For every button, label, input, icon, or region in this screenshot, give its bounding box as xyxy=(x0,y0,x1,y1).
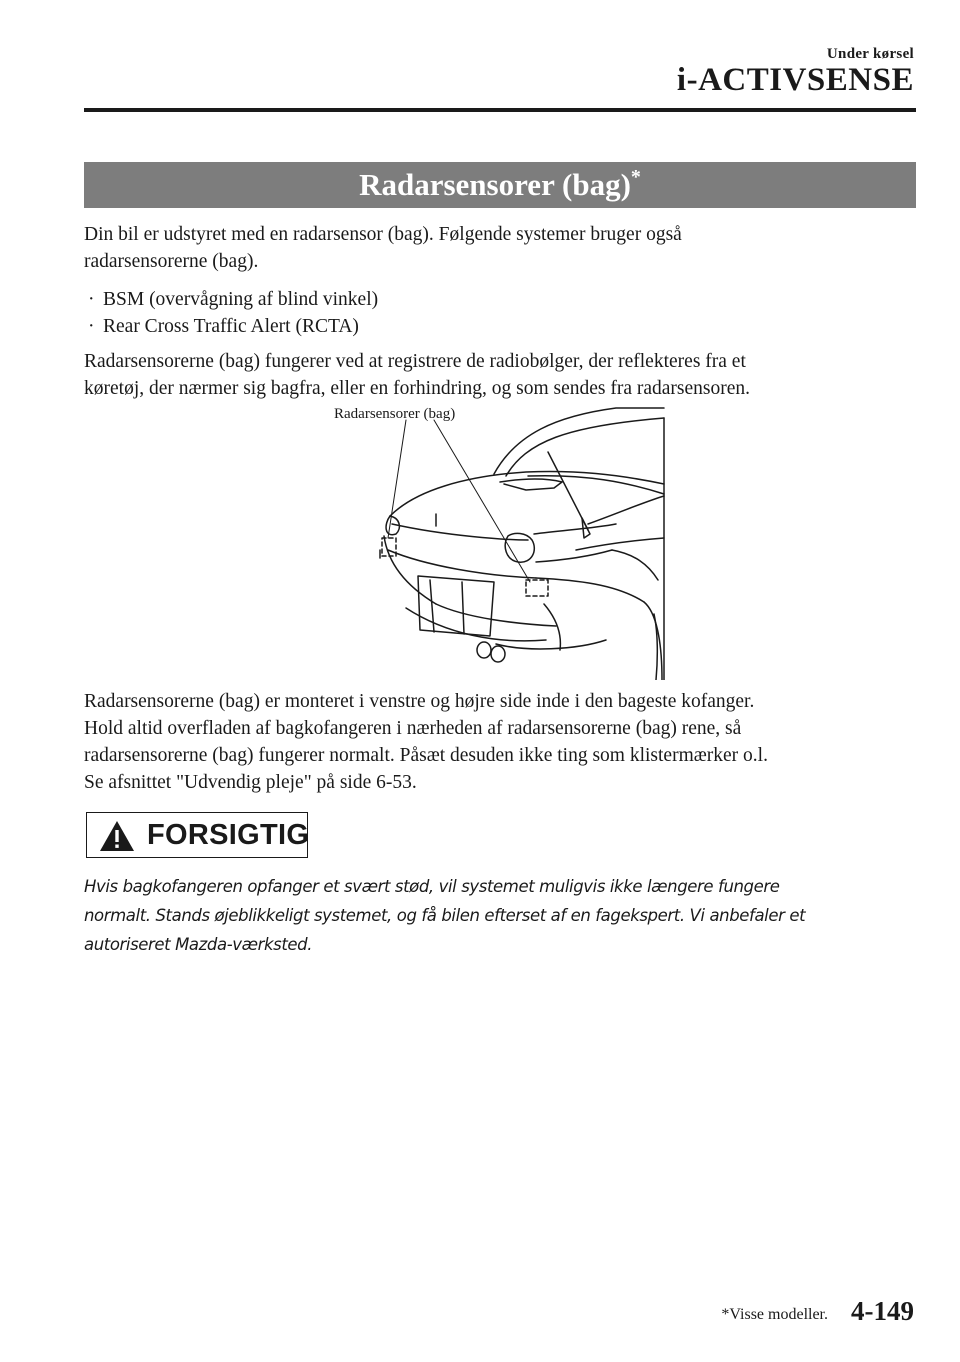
function-paragraph xyxy=(84,348,924,402)
intro-line: radarsensorerne (bag). xyxy=(84,251,259,272)
section-heading-banner xyxy=(84,162,916,208)
intro-line: Din bil er udstyret med en radarsensor (bag). Følgende systemer bruger også xyxy=(84,224,682,245)
page-number: 4-149 xyxy=(851,1296,914,1326)
section-title: Under kørsel xyxy=(826,46,914,62)
list-item xyxy=(88,286,378,313)
caution-line: autoriseret Mazda-værksted. xyxy=(84,935,313,954)
caution-line: normalt. Stands øjeblikkeligt systemet, og få bilen efterset af en fagekspert. Vi anbefaler et xyxy=(84,906,806,925)
function-line: køretøj, der nærmer sig bagfra, eller en forhindring, og som sendes fra radarsensoren. xyxy=(84,378,751,399)
header-rule xyxy=(84,108,916,112)
bullet-icon: · xyxy=(88,316,95,337)
caution-line: Hvis bagkofangeren opfanger et svært stød, vil systemet muligvis ikke længere fungere xyxy=(84,877,780,896)
function-line: Radarsensorerne (bag) fungerer ved at registrere de radiobølger, der reflekteres fra et xyxy=(84,351,746,372)
location-line: radarsensorerne (bag) fungerer normalt. Påsæt desuden ikke ting som klistermærker o.l. xyxy=(84,745,768,766)
list-item xyxy=(88,313,359,340)
warning-icon xyxy=(99,820,135,852)
right-radar-sensor-marker xyxy=(526,580,548,596)
chapter-title: i-ACTIVSENSE xyxy=(676,62,914,98)
location-paragraph xyxy=(84,688,924,796)
rear-radar-sensor-figure xyxy=(334,404,666,680)
list-item-text: Rear Cross Traffic Alert (RCTA) xyxy=(103,316,359,337)
caution-box xyxy=(86,812,308,858)
caution-label: FORSIGTIG xyxy=(147,819,310,851)
location-line: Hold altid overfladen af bagkofangeren i nærheden af radarsensorerne (bag) rene, så xyxy=(84,718,742,739)
location-line: Se afsnittet "Udvendig pleje" på side 6-53. xyxy=(84,772,417,793)
bullet-icon: · xyxy=(88,289,95,310)
intro-paragraph xyxy=(84,221,924,275)
caution-text xyxy=(84,872,934,959)
section-heading: Radarsensorer (bag) xyxy=(359,167,631,202)
list-item-text: BSM (overvågning af blind vinkel) xyxy=(103,289,379,310)
car-rear-illustration xyxy=(376,404,666,680)
model-marker: * xyxy=(630,166,641,188)
figure-callout-label: Radarsensorer (bag) xyxy=(334,406,456,422)
footnote: *Visse modeller. xyxy=(721,1306,828,1323)
location-line: Radarsensorerne (bag) er monteret i venstre og højre side inde i den bageste kofanger. xyxy=(84,691,755,712)
